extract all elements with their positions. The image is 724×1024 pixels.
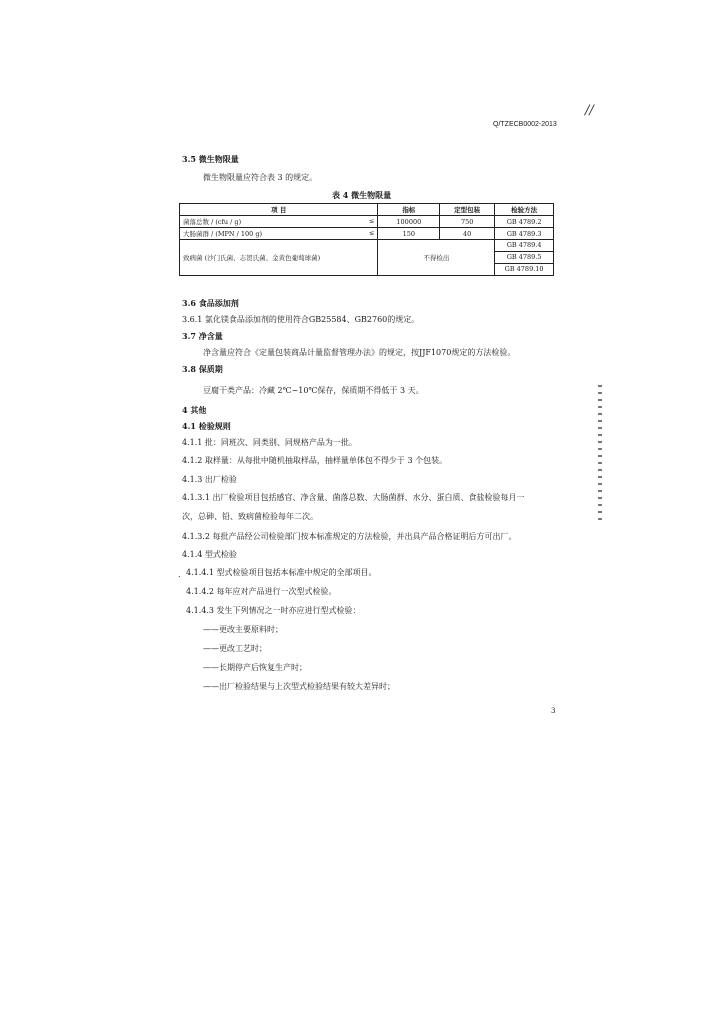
section-4-title: 4 其他 bbox=[182, 405, 207, 415]
section-4-1-3-1-line2: 次，总砷、铅、致病菌检验每年二次。 bbox=[182, 512, 318, 521]
section-4-1-4: 4.1.4 型式检验 bbox=[182, 550, 237, 559]
header-package: 定型包装 bbox=[440, 204, 495, 216]
scan-edge-marks bbox=[598, 385, 602, 520]
section-3-8-body: 豆腐干类产品：冷藏 2℃~10℃保存，保质期不得低于 3 天。 bbox=[203, 386, 424, 395]
row-method: GB 4789.3 bbox=[495, 228, 554, 240]
section-4-1-4-2: 4.1.4.2 每年应对产品进行一次型式检验。 bbox=[186, 587, 337, 596]
section-3-8-title: 3.8 保质期 bbox=[182, 364, 223, 374]
table-row bbox=[180, 228, 554, 240]
row-item-cell bbox=[180, 216, 378, 228]
document-number: Q/TZECB0002-2013 bbox=[493, 121, 557, 128]
section-4-1-4-3: 4.1.4.3 发生下列情况之一时亦应进行型式检验： bbox=[186, 606, 361, 615]
pathogen-item: 致病菌 (沙门氏菌、志贺氏菌、金黄色葡萄球菌) bbox=[180, 240, 378, 276]
stray-mark: . bbox=[178, 570, 181, 579]
section-3-5-title: 3.5 微生物限量 bbox=[182, 154, 239, 164]
section-3-7-title: 3.7 净含量 bbox=[182, 331, 223, 341]
section-4-1-1: 4.1.1 批：同班次、同类别、同规格产品为一批。 bbox=[182, 438, 357, 447]
dash-item: ——出厂检验结果与上次型式检验结果有较大差异时； bbox=[203, 682, 395, 691]
header-index: 指标 bbox=[378, 204, 440, 216]
table-row bbox=[180, 216, 554, 228]
section-4-1-3: 4.1.3 出厂检验 bbox=[182, 475, 237, 484]
section-4-1-3-2: 4.1.3.2 每批产品经公司检验部门按本标准规定的方法检验，并出具产品合格证明后方可出厂。 bbox=[182, 532, 517, 541]
pathogen-methods bbox=[495, 240, 554, 276]
table-header-row bbox=[180, 204, 554, 216]
row-item-label: 菌落总数 / (cfu / g) bbox=[183, 218, 242, 226]
section-3-5-body: 微生物限量应符合表 3 的规定。 bbox=[203, 173, 318, 182]
row-value: 100000 bbox=[378, 216, 440, 228]
dash-item: ——更改主要原料时； bbox=[203, 625, 283, 634]
header-item: 项 目 bbox=[180, 204, 378, 216]
row-method: GB 4789.2 bbox=[495, 216, 554, 228]
pathogen-method: GB 4789.10 bbox=[504, 265, 544, 273]
row-item-cell bbox=[180, 228, 378, 240]
row-item-label: 大肠菌群 / (MPN / 100 g) bbox=[183, 230, 263, 238]
row-operator: ≤ bbox=[369, 229, 375, 237]
section-4-1-2: 4.1.2 取样量：从每批中随机抽取样品，抽样量单体包不得少于 3 个包装。 bbox=[182, 456, 448, 465]
page-number: 3 bbox=[551, 707, 556, 715]
section-3-7-body: 净含量应符合《定量包装商品计量监督管理办法》的规定，按JJF1070规定的方法检验。 bbox=[203, 348, 516, 357]
dash-item: ——长期停产后恢复生产时； bbox=[203, 663, 307, 672]
dash-item: ——更改工艺时； bbox=[203, 644, 267, 653]
section-4-1-3-1-line1: 4.1.3.1 出厂检验项目包括感官、净含量、菌落总数、大肠菌群、水分、蛋白质、食盐检验每月一 bbox=[182, 493, 525, 502]
table-caption: 表 4 微生物限量 bbox=[332, 190, 392, 200]
section-3-6-1: 3.6.1 氯化镁食品添加剂的使用符合GB25584、GB2760的规定。 bbox=[182, 315, 420, 324]
microbial-limit-table bbox=[179, 203, 554, 276]
pathogen-method: GB 4789.4 bbox=[495, 240, 553, 252]
header-method: 检验方法 bbox=[495, 204, 554, 216]
section-4-1-4-1: 4.1.4.1 型式检验项目包括本标准中规定的全部项目。 bbox=[186, 568, 377, 577]
row-value: 150 bbox=[378, 228, 440, 240]
pathogen-method: GB 4789.5 bbox=[495, 252, 553, 264]
row-package-value: 40 bbox=[440, 228, 495, 240]
section-3-6-title: 3.6 食品添加剂 bbox=[182, 298, 239, 308]
row-operator: ≤ bbox=[369, 217, 375, 225]
section-4-1-title: 4.1 检验规则 bbox=[182, 421, 231, 431]
corner-mark: // bbox=[585, 103, 594, 118]
table-row-pathogen bbox=[180, 240, 554, 276]
pathogen-value: 不得检出 bbox=[378, 240, 495, 276]
row-package-value: 750 bbox=[440, 216, 495, 228]
